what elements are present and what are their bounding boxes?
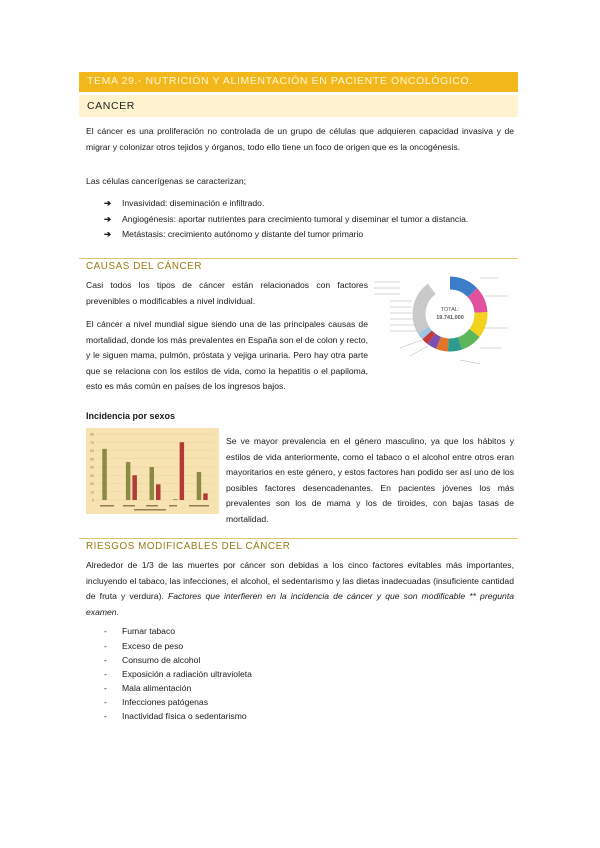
chart-y-tick-label: 0 bbox=[92, 498, 94, 503]
chart-y-ticks bbox=[90, 433, 94, 503]
donut-total-value: 19.741.000 bbox=[436, 315, 464, 321]
arrow-right-icon: ➔ bbox=[104, 214, 112, 224]
list-item: - Inactividad física o sedentarismo bbox=[104, 711, 247, 721]
bullet-item: ➔ Invasividad: diseminación e infiltrado. bbox=[104, 198, 265, 208]
chart-y-tick-label: 60 bbox=[90, 449, 94, 453]
section-heading-cancer-text: CANCER bbox=[87, 100, 135, 112]
section-heading-cancer bbox=[79, 95, 518, 117]
list-item: - Fumar tabaco bbox=[104, 626, 176, 636]
chart-y-tick-label: 40 bbox=[90, 465, 94, 470]
incidencia-paragraph: Se ve mayor prevalencia en el género masculino, ya que los hábitos y estilos de vida anteriormente, como el tabaco o el alcohol entre otros eran mayoritarios en este género, y estos factores han podido ser así uno de los posibles factores desencadenantes. En pacientes jóvenes los más prevalentes son los de mama y los de tiroides, con bajas tasas de mortalidad. bbox=[226, 436, 514, 524]
chart-bar bbox=[132, 475, 137, 500]
donut-chart bbox=[419, 283, 481, 345]
chart-y-tick-label: 70 bbox=[90, 440, 94, 445]
chart-y-tick-label: 10 bbox=[90, 490, 94, 495]
cancer-paragraph-1: El cáncer es una proliferación no controlada de un grupo de células que adquieren capacidad invasiva y de migrar y colonizar otros tejidos y órganos, todo ello tiene un foco de origen que es la oncogénesis. bbox=[86, 126, 514, 152]
list-item: - Exceso de peso bbox=[104, 641, 184, 651]
chart-bar bbox=[156, 484, 161, 500]
document-title: TEMA 29.- NUTRICIÓN Y ALIMENTACIÓN EN PACIENTE ONCOLÓGICO. bbox=[87, 75, 473, 87]
chart-bar bbox=[197, 472, 202, 500]
arrow-right-icon: ➔ bbox=[104, 229, 112, 239]
donut-total-label: TOTAL: bbox=[440, 307, 460, 313]
chart-y-tick-label: 20 bbox=[90, 482, 94, 486]
cancer-incidence-donut-image bbox=[370, 268, 518, 372]
list-item: - Exposición a radiación ultravioleta bbox=[104, 669, 252, 679]
document-title-bar bbox=[79, 72, 518, 92]
chart-y-tick-label: 80 bbox=[90, 432, 94, 437]
chart-bar bbox=[126, 462, 130, 500]
donut-leader-lines bbox=[374, 278, 508, 364]
riesgos-paragraph: Alrededor de 1/3 de las muertes por cáncer son debidas a los cinco factores evitables más importantes, incluyendo el tabaco, las infecciones, el alcohol, el sedentarismo y las dietas inadecuadas (insuficiente cantidad de fruta y verdura). Factores que interfieren en la incidencia de cáncer y que son modificable ** pregunta examen. bbox=[86, 560, 514, 617]
list-item: - Infecciones patógenas bbox=[104, 697, 209, 707]
section-heading-riesgos: RIESGOS MODIFICABLES DEL CÁNCER bbox=[86, 541, 291, 552]
subheading-incidencia: Incidencia por sexos bbox=[86, 411, 176, 421]
cancer-paragraph-2: Las células cancerígenas se caracterizan; bbox=[86, 176, 247, 186]
chart-bar bbox=[150, 467, 155, 500]
chart-bar bbox=[102, 449, 107, 500]
section-divider bbox=[79, 538, 518, 539]
causas-paragraph-2: El cáncer a nivel mundial sigue siendo una de las principales causas de mortalidad, donde los más prevalentes en España son el de colon y recto, y le siguen mama, pulmón, próstata y vejiga urinaria. Pero hay otra parte que se relaciona con los estilos de vida, como la hepatitis o el papiloma, esto es más común en países de los ingresos bajos. bbox=[86, 319, 368, 391]
bullet-item: ➔ Metástasis: crecimiento autónomo y distante del tumor primario bbox=[104, 229, 364, 239]
list-item: - Consumo de alcohol bbox=[104, 655, 201, 665]
arrow-right-icon: ➔ bbox=[104, 198, 112, 208]
section-heading-causas: CAUSAS DEL CÁNCER bbox=[86, 261, 202, 272]
chart-bar bbox=[203, 493, 208, 500]
causas-paragraph-1: Casi todos los tipos de cáncer están relacionados con factores prevenibles o modificables a nivel individual. bbox=[86, 280, 368, 306]
bullet-item: ➔ Angiogénesis: aportar nutrientes para crecimiento tumoral y diseminar el tumor a distancia. bbox=[104, 214, 469, 224]
incidence-by-sex-bar-chart bbox=[86, 428, 219, 514]
chart-y-tick-label: 50 bbox=[90, 457, 94, 462]
list-item: - Mala alimentación bbox=[104, 683, 192, 693]
chart-y-tick-label: 30 bbox=[90, 473, 94, 478]
chart-bar bbox=[173, 499, 178, 500]
section-divider bbox=[79, 258, 518, 259]
chart-bar bbox=[180, 442, 185, 500]
